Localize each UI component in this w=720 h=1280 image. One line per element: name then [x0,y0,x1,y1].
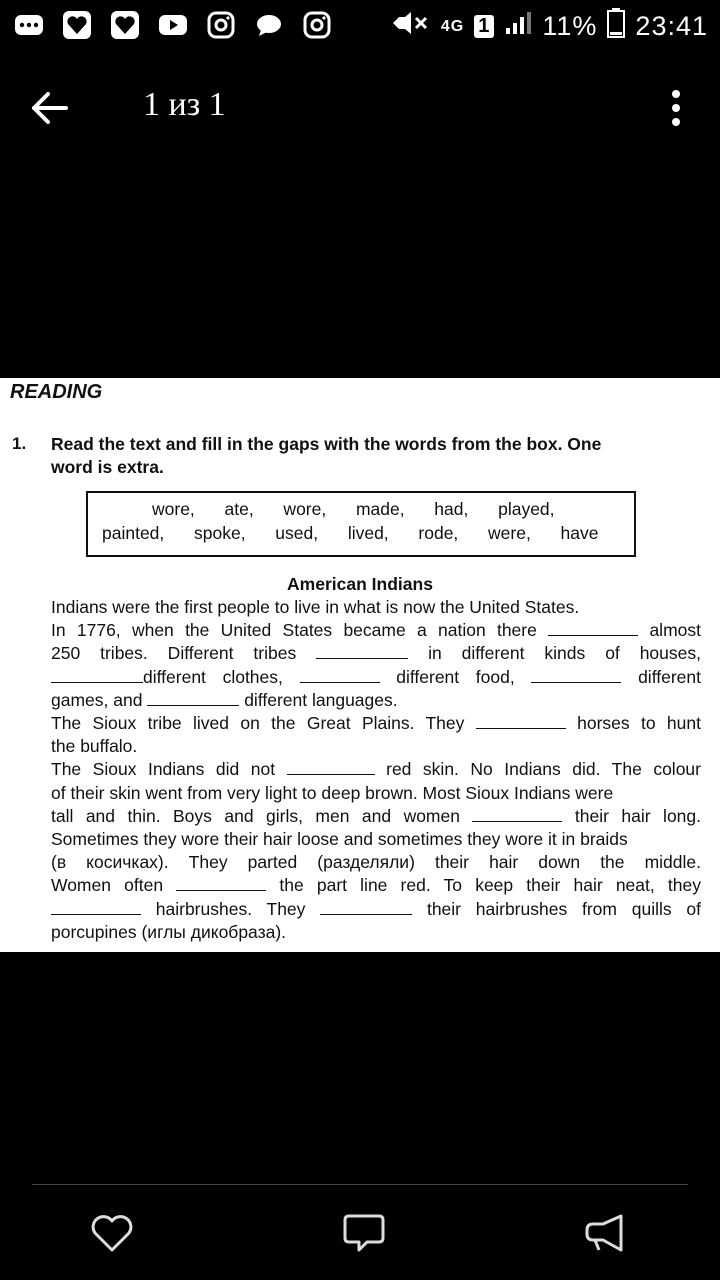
text-line: In 1776, when the United States became a nation there almost [51,620,701,641]
chat-icon [252,10,286,40]
clock: 23:41 [635,11,708,41]
text-line: hairbrushes. They their hairbrushes from quills of [51,898,701,921]
bottom-action-bar [0,1184,720,1280]
text-line: porcupines (иглы дикобраза). [51,921,287,942]
article-title: American Indians [287,574,433,594]
comment-icon[interactable] [341,1212,387,1254]
heart-app-icon [60,10,94,40]
mute-icon [391,9,431,44]
task-number: 1. [12,434,27,453]
text-line: the buffalo. [51,736,138,757]
text-line: Women often the part line red. To keep their hair neat, they [51,875,701,896]
battery-percent: 11% [542,11,598,41]
text-line: tall and thin. Boys and girls, men and women their hair long. [51,805,702,826]
text-line: The Sioux Indians did not red skin. No Indians did. The colour [51,759,701,780]
instagram-icon [300,10,334,40]
article-text [51,596,701,944]
heart-icon[interactable] [89,1212,135,1254]
system-indicators [391,8,708,45]
viewer-toolbar [0,70,720,146]
youtube-icon [156,10,190,40]
back-arrow-icon[interactable] [28,88,72,128]
share-icon[interactable] [581,1212,627,1254]
text-line: Indians were the first people to live in what is now the United States. [51,597,580,617]
battery-icon [607,8,625,45]
text-line: different clothes, different food, different [51,666,701,689]
more-icon [12,10,46,40]
task-instruction [51,433,701,479]
instruction-line: Read the text and fill in the gaps with the words from the box. One [51,434,602,454]
text-line: 250 tribes. Different tribes in different kinds of houses, [51,643,701,664]
sim-badge: 1 [474,15,494,38]
heart-app-icon [108,10,142,40]
overflow-menu-icon[interactable] [658,86,694,130]
text-line: Sometimes they wore their hair loose and sometimes they wore it in braids [51,829,628,850]
word-box-line: wore, ate, wore, made, had, played, [152,499,555,519]
text-line: games, and different languages. [51,689,398,710]
document-image[interactable] [0,378,720,952]
text-line: of their skin went from very light to deep brown. Most Sioux Indians were [51,782,614,803]
status-bar [0,0,720,52]
divider [32,1184,688,1185]
word-box [86,491,636,557]
page-counter: 1 из 1 [143,86,226,123]
signal-icon [504,10,532,43]
instagram-icon [204,10,238,40]
text-line: (в косичках). They parted (разделяли) their hair down the middle. [51,852,701,873]
network-type: 4G [440,17,465,35]
word-box-line: painted, spoke, used, lived, rode, were, have [102,523,599,543]
section-heading: READING [10,381,103,403]
instruction-line: word is extra. [51,457,164,477]
text-line: The Sioux tribe lived on the Great Plains. They horses to hunt [51,713,701,734]
notification-icons [12,10,334,40]
